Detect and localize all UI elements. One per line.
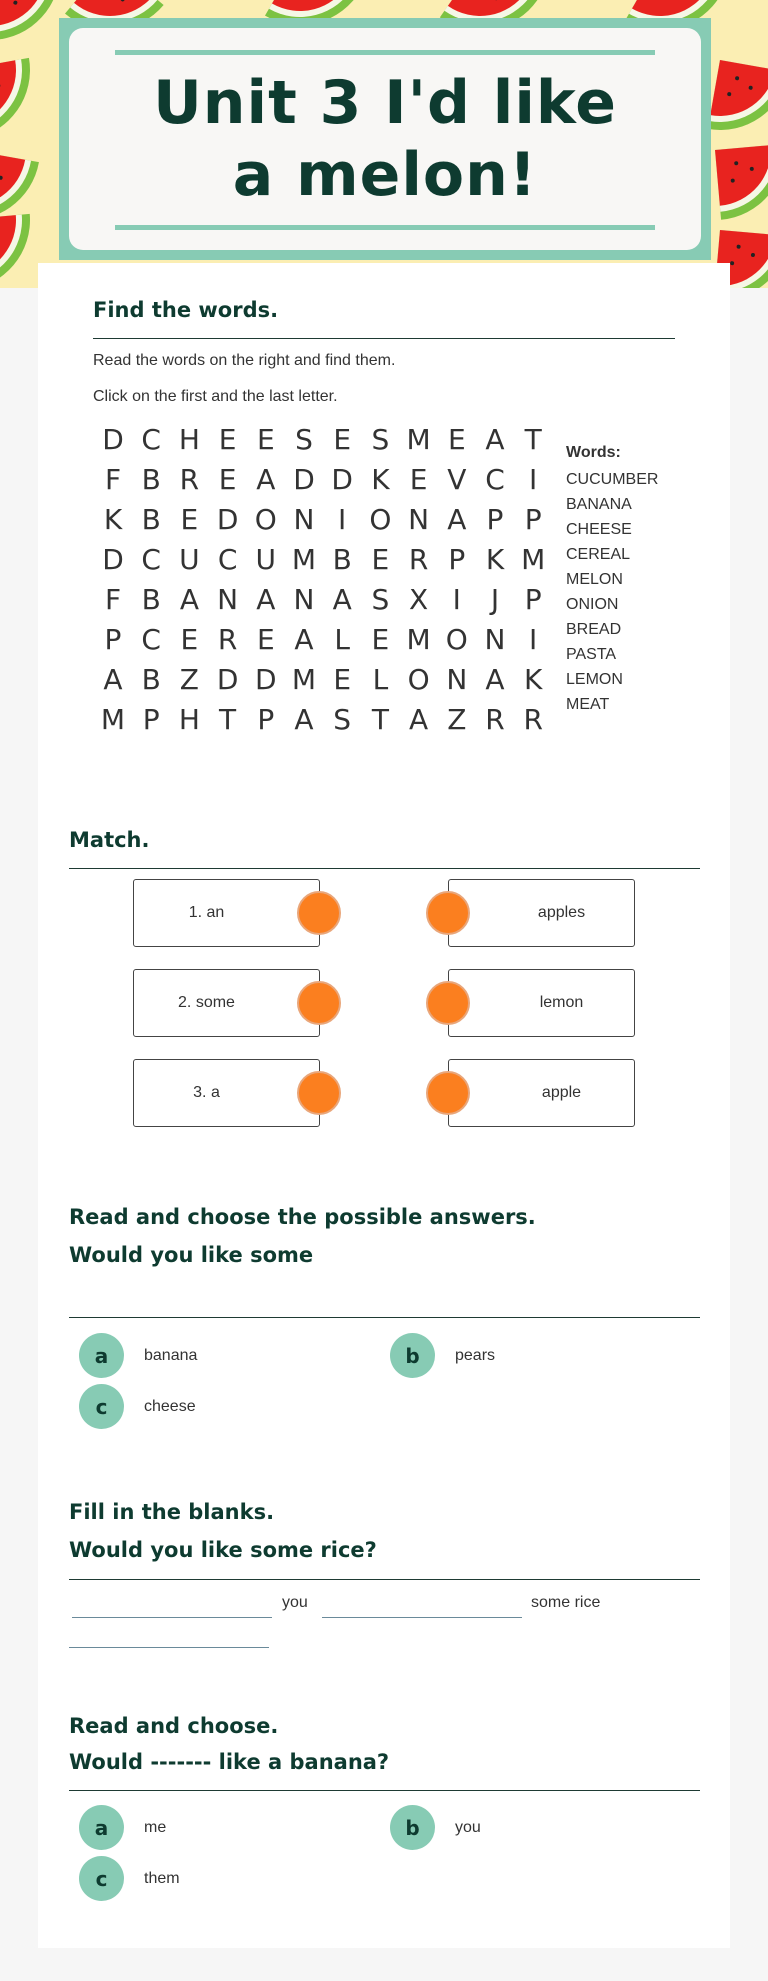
question-heading: Read and choose the possible answers. (69, 1205, 536, 1229)
grid-letter[interactable]: E (371, 623, 390, 656)
grid-letter[interactable]: M (100, 703, 126, 736)
match-connector-dot[interactable] (297, 891, 341, 935)
grid-letter[interactable]: L (334, 623, 350, 656)
grid-letter[interactable]: A (485, 663, 505, 696)
grid-letter[interactable]: B (141, 503, 161, 536)
grid-letter[interactable]: J (490, 583, 500, 616)
grid-letter[interactable]: T (371, 703, 389, 736)
match-connector-dot[interactable] (426, 891, 470, 935)
grid-letter[interactable]: L (372, 663, 389, 696)
grid-letter[interactable]: X (409, 583, 429, 616)
grid-letter[interactable]: A (103, 663, 123, 696)
grid-letter[interactable]: R (523, 703, 543, 736)
grid-letter[interactable]: P (448, 543, 466, 576)
grid-letter[interactable]: U (255, 543, 277, 576)
grid-letter[interactable]: D (102, 423, 124, 456)
grid-letter[interactable]: N (408, 503, 430, 536)
grid-letter[interactable]: R (179, 463, 200, 496)
grid-letter[interactable]: C (485, 463, 505, 496)
option-a[interactable] (79, 1805, 166, 1850)
grid-letter[interactable]: O (445, 623, 468, 656)
grid-letter[interactable]: R (408, 543, 429, 576)
grid-letter[interactable]: A (179, 583, 199, 616)
grid-letter[interactable]: S (371, 583, 390, 616)
question-text: Would ------- like a banana? (69, 1750, 390, 1774)
word-item: CUCUMBER (566, 471, 659, 488)
grid-letter[interactable]: A (294, 623, 314, 656)
grid-letter[interactable]: E (256, 423, 275, 456)
match-left-label: 3. a (193, 1084, 220, 1101)
grid-letter[interactable]: R (217, 623, 238, 656)
divider (69, 1579, 700, 1580)
grid-letter[interactable]: A (256, 583, 276, 616)
match-connector-dot[interactable] (297, 981, 341, 1025)
fill-word: some rice (531, 1594, 601, 1611)
grid-letter[interactable]: A (294, 703, 314, 736)
match-left-box[interactable] (133, 1059, 320, 1127)
grid-letter[interactable]: D (331, 463, 353, 496)
grid-letter[interactable]: D (102, 543, 124, 576)
grid-letter[interactable]: E (447, 423, 466, 456)
word-item: LEMON (566, 671, 623, 688)
grid-letter[interactable]: M (291, 543, 317, 576)
grid-letter[interactable]: I (529, 623, 538, 656)
option-b[interactable] (390, 1333, 495, 1378)
divider (69, 1317, 700, 1318)
grid-letter[interactable]: A (447, 503, 467, 536)
grid-letter[interactable]: P (104, 623, 122, 656)
word-item: MELON (566, 571, 623, 588)
word-list (566, 440, 676, 717)
grid-letter[interactable]: O (254, 503, 277, 536)
grid-letter[interactable]: E (218, 423, 237, 456)
match-left-label: 2. some (178, 994, 235, 1011)
grid-letter[interactable]: M (406, 623, 431, 656)
page-title: Unit 3 I'd like a melon! (153, 68, 617, 210)
words-label: Words: (566, 444, 621, 461)
option-a[interactable] (79, 1333, 197, 1378)
grid-letter[interactable]: H (178, 703, 200, 736)
option-text: me (144, 1818, 167, 1836)
grid-letter[interactable]: D (216, 503, 239, 536)
grid-letter[interactable]: C (217, 543, 238, 576)
grid-letter[interactable]: N (293, 503, 315, 536)
grid-letter[interactable]: N (484, 623, 506, 656)
grid-letter[interactable]: M (291, 663, 317, 696)
option-letter-badge: a (79, 1805, 124, 1850)
match-right-label: lemon (539, 994, 584, 1011)
match-right-box[interactable] (448, 969, 635, 1037)
grid-letter[interactable]: P (142, 703, 160, 736)
divider (93, 338, 675, 339)
option-c[interactable] (79, 1856, 180, 1901)
grid-letter[interactable]: K (485, 543, 505, 576)
grid-letter[interactable]: E (180, 503, 199, 536)
grid-letter[interactable]: A (256, 463, 276, 496)
grid-letter[interactable]: I (452, 583, 461, 616)
match-right-box[interactable] (448, 1059, 635, 1127)
grid-letter[interactable]: S (295, 423, 313, 456)
grid-letter[interactable]: O (369, 503, 392, 536)
grid-letter[interactable]: Z (447, 703, 467, 736)
fill-question: Would you like some rice? (69, 1538, 377, 1562)
grid-letter[interactable]: N (446, 663, 468, 696)
divider (69, 1790, 700, 1791)
instruction-text: Read the words on the right and find them. (93, 352, 396, 369)
fill-heading: Fill in the blanks. (69, 1500, 275, 1524)
grid-letter[interactable]: O (407, 663, 430, 696)
blank-input-2[interactable] (322, 1594, 522, 1618)
option-text: you (455, 1818, 481, 1836)
option-letter-badge: b (390, 1333, 435, 1378)
word-item: BANANA (566, 496, 632, 513)
word-item: PASTA (566, 646, 617, 663)
word-item: MEAT (566, 696, 610, 713)
question-heading: Read and choose. (69, 1714, 279, 1738)
grid-letter[interactable]: A (332, 583, 352, 616)
grid-letter[interactable]: B (332, 543, 352, 576)
grid-letter[interactable]: B (141, 663, 161, 696)
grid-letter[interactable]: H (178, 423, 200, 456)
grid-letter[interactable]: I (338, 503, 347, 536)
option-c[interactable] (79, 1384, 196, 1429)
grid-letter[interactable]: E (409, 463, 428, 496)
match-connector-dot[interactable] (297, 1071, 341, 1115)
grid-letter[interactable]: E (371, 543, 390, 576)
grid-letter[interactable]: K (524, 663, 543, 696)
option-letter-badge: a (79, 1333, 124, 1378)
word-item: CHEESE (566, 521, 632, 538)
grid-letter[interactable]: C (141, 423, 161, 456)
option-b[interactable] (390, 1805, 481, 1850)
grid-letter[interactable]: E (333, 423, 352, 456)
word-item: BREAD (566, 621, 622, 638)
grid-letter[interactable]: U (179, 543, 200, 576)
option-text: pears (455, 1346, 496, 1364)
match-right-box[interactable] (448, 879, 635, 947)
grid-letter[interactable]: D (216, 663, 239, 696)
match-left-box[interactable] (133, 969, 320, 1037)
match-left-label: 1. an (188, 904, 225, 921)
grid-letter[interactable]: I (529, 463, 538, 496)
match-right-label: apples (537, 904, 586, 921)
wordsearch-heading: Find the words. (93, 298, 279, 322)
instruction-text: Click on the first and the last letter. (93, 388, 338, 405)
grid-letter[interactable]: E (180, 623, 199, 656)
option-letter-badge: c (79, 1384, 124, 1429)
grid-letter[interactable]: E (333, 663, 352, 696)
blank-input-3[interactable] (69, 1624, 269, 1648)
grid-letter[interactable]: Z (179, 663, 199, 696)
grid-letter[interactable]: M (406, 423, 431, 456)
grid-letter[interactable]: A (485, 423, 505, 456)
option-letter-badge: c (79, 1856, 124, 1901)
grid-letter[interactable]: C (141, 623, 161, 656)
grid-letter[interactable]: P (486, 503, 504, 536)
grid-letter[interactable]: P (524, 583, 542, 616)
option-text: cheese (144, 1397, 196, 1415)
grid-letter[interactable]: S (333, 703, 352, 736)
option-text: them (144, 1869, 180, 1887)
grid-letter[interactable]: N (217, 583, 239, 616)
grid-letter[interactable]: T (524, 423, 542, 456)
word-item: CEREAL (566, 546, 631, 563)
grid-letter[interactable]: F (104, 463, 122, 496)
option-letter-badge: b (390, 1805, 435, 1850)
match-connector-dot[interactable] (426, 1071, 470, 1115)
grid-letter[interactable]: D (293, 463, 315, 496)
grid-letter[interactable]: T (219, 703, 237, 736)
grid-letter[interactable]: C (141, 543, 161, 576)
grid-letter[interactable]: S (371, 423, 390, 456)
option-text: banana (144, 1346, 198, 1364)
grid-letter[interactable]: P (524, 503, 542, 536)
grid-letter[interactable]: E (256, 623, 275, 656)
grid-letter[interactable]: B (141, 463, 161, 496)
match-left-box[interactable] (133, 879, 320, 947)
grid-letter[interactable]: M (521, 543, 546, 576)
title-card (59, 18, 711, 260)
grid-letter[interactable]: N (293, 583, 315, 616)
grid-letter[interactable]: F (104, 583, 122, 616)
grid-letter[interactable]: D (255, 663, 277, 696)
match-right-label: apple (541, 1084, 582, 1101)
word-item: ONION (566, 596, 619, 613)
grid-letter[interactable]: K (103, 503, 123, 536)
grid-letter[interactable]: B (141, 583, 161, 616)
grid-letter[interactable]: V (447, 463, 467, 496)
grid-letter[interactable]: R (485, 703, 505, 736)
question-text: Would you like some (69, 1243, 314, 1267)
grid-letter[interactable]: A (409, 703, 429, 736)
grid-letter[interactable]: P (257, 703, 275, 736)
blank-input-1[interactable] (72, 1594, 272, 1618)
match-connector-dot[interactable] (426, 981, 470, 1025)
match-heading: Match. (69, 828, 150, 852)
divider (69, 868, 700, 869)
grid-letter[interactable]: K (371, 463, 390, 496)
grid-letter[interactable]: E (218, 463, 237, 496)
fill-word: you (282, 1594, 308, 1611)
